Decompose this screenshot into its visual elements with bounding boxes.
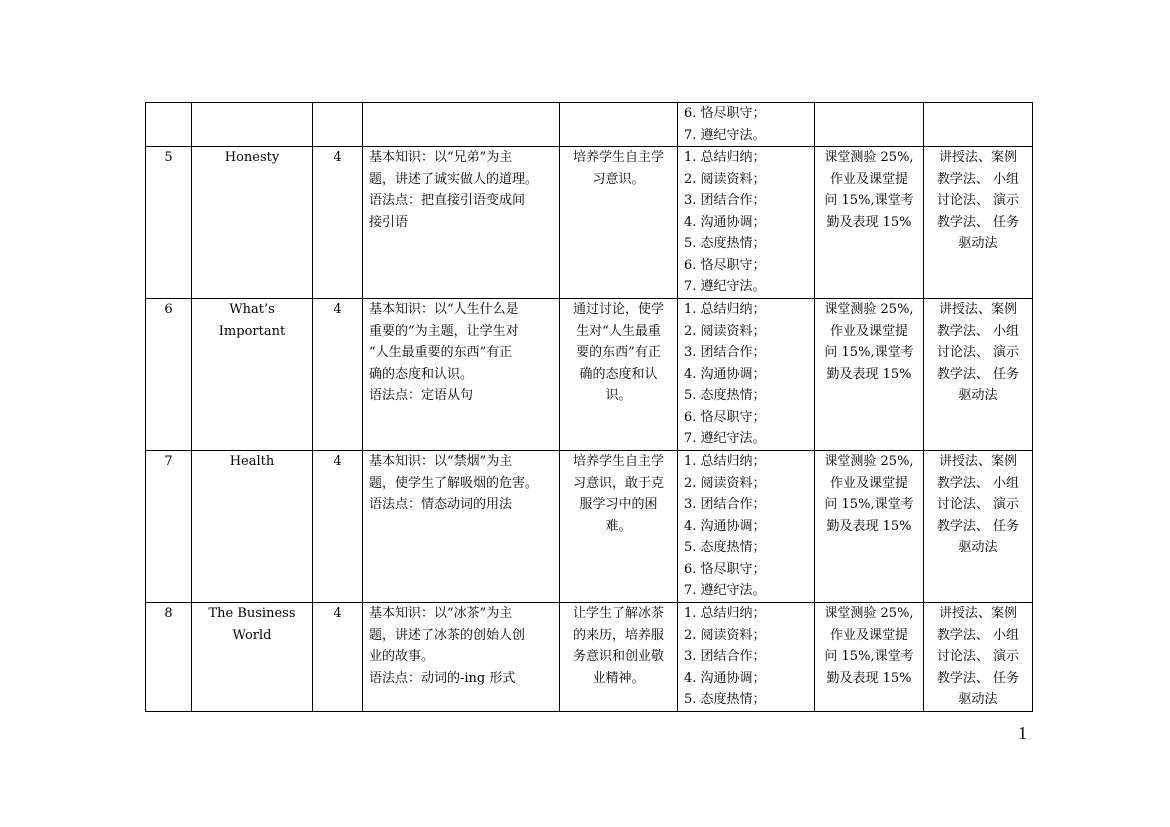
- table-row: [146, 147, 1033, 299]
- cell-text-line: 语法点：动词的-ing 形式: [369, 670, 516, 686]
- cell-text-line: 2. 阅读资料；: [684, 171, 766, 187]
- cell-text-line: 5. 态度热情；: [684, 540, 766, 555]
- cell-method: [924, 603, 1033, 712]
- table-row: [146, 299, 1033, 451]
- cell-text-line: 题，讲述了冰茶的创始人创: [369, 627, 526, 643]
- cell-text-line: 驱动法: [958, 540, 998, 555]
- cell-text-line: World: [232, 627, 272, 643]
- cell-text-line: 教学法、 小组: [936, 627, 1020, 643]
- cell-hours: [313, 603, 363, 712]
- cell-text-line: 课堂测验 25%,: [824, 454, 914, 469]
- cell-text-line: 3. 团结合作；: [684, 345, 766, 360]
- cell-number: [146, 147, 192, 299]
- cell-text-line: 难。: [605, 518, 632, 534]
- cell-text-line: 习意识，敢于克: [572, 475, 664, 491]
- cell-knowledge: [363, 603, 560, 712]
- cell-objective: [560, 103, 678, 147]
- cell-text-line: 通过讨论，使学: [572, 302, 664, 317]
- cell-text-line: 4. 沟通协调；: [684, 518, 766, 534]
- cell-text-line: 作业及课堂提: [829, 323, 908, 339]
- cell-text-line: 驱动法: [958, 236, 998, 251]
- syllabus-table: [145, 102, 1033, 712]
- cell-text-line: 7. 遵纪守法。: [684, 431, 766, 446]
- cell-text-line: 4. 沟通协调；: [684, 670, 766, 686]
- cell-text-line: 语法点：定语从句: [369, 388, 474, 403]
- cell-text: 4: [333, 454, 342, 469]
- cell-text-line: 4. 沟通协调；: [684, 214, 766, 230]
- cell-text: 7: [164, 454, 173, 469]
- cell-objective: [560, 299, 678, 451]
- cell-text-line: What’s: [229, 302, 275, 317]
- cell-text-line: 服学习中的困: [579, 497, 658, 512]
- cell-number: [146, 603, 192, 712]
- cell-text-line: Health: [229, 454, 275, 469]
- cell-text-line: 务意识和创业敬: [572, 649, 664, 664]
- cell-text-line: 2. 阅读资料；: [684, 475, 766, 491]
- cell-text-line: 2. 阅读资料；: [684, 323, 766, 339]
- cell-assessment: [815, 451, 924, 603]
- cell-text-line: 教学法、 任务: [936, 670, 1020, 686]
- cell-hours: [313, 147, 363, 299]
- cell-text-line: 勤及表现 15%: [826, 214, 912, 230]
- table-row: [146, 451, 1033, 603]
- cell-text-line: 驱动法: [958, 692, 998, 707]
- cell-text: 8: [164, 606, 173, 621]
- cell-unit: [192, 603, 313, 712]
- cell-objective: [560, 603, 678, 712]
- cell-text-line: 驱动法: [958, 388, 998, 403]
- cell-text-line: 作业及课堂提: [829, 627, 908, 643]
- cell-text: 4: [333, 302, 342, 317]
- cell-text-line: 作业及课堂提: [829, 171, 908, 187]
- cell-text-line: 作业及课堂提: [829, 475, 908, 491]
- cell-text-line: 1. 总结归纳；: [684, 150, 766, 165]
- cell-method: [924, 299, 1033, 451]
- cell-ability: [678, 451, 815, 603]
- cell-text-line: 重要的”为主题，让学生对: [369, 323, 519, 339]
- cell-text-line: 6. 恪尽职守；: [684, 409, 766, 425]
- cell-text-line: 教学法、 任务: [936, 518, 1020, 534]
- cell-text-line: 课堂测验 25%,: [824, 302, 914, 317]
- cell-text-line: 教学法、 小组: [936, 171, 1020, 187]
- cell-assessment: [815, 603, 924, 712]
- cell-assessment: [815, 103, 924, 147]
- cell-hours: [313, 299, 363, 451]
- cell-text-line: 3. 团结合作；: [684, 649, 766, 664]
- cell-text-line: 勤及表现 15%: [826, 518, 912, 534]
- cell-text-line: 1. 总结归纳；: [684, 302, 766, 317]
- cell-text-line: 问 15%,课堂考: [824, 649, 914, 664]
- cell-text-line: 7. 遵纪守法。: [684, 279, 766, 294]
- table-row: [146, 603, 1033, 712]
- cell-text-line: The Business: [208, 606, 296, 621]
- cell-number: [146, 451, 192, 603]
- table-body: [146, 103, 1033, 712]
- cell-text-line: 3. 团结合作；: [684, 193, 766, 208]
- cell-text-line: 讨论法、 演示: [936, 193, 1020, 208]
- cell-text-line: 让学生了解冰茶: [572, 606, 664, 621]
- cell-text-line: 6. 恪尽职守；: [684, 561, 766, 577]
- cell-text-line: 培养学生自主学: [572, 454, 664, 469]
- cell-text-line: 基本知识：以“禁烟”为主: [369, 454, 513, 469]
- cell-text-line: 习意识。: [592, 171, 645, 187]
- cell-text: 4: [333, 150, 342, 165]
- cell-hours: [313, 451, 363, 603]
- cell-knowledge: [363, 451, 560, 603]
- cell-text-line: 要的东西”有正: [576, 345, 661, 360]
- cell-text-line: 5. 态度热情；: [684, 388, 766, 403]
- cell-unit: [192, 451, 313, 603]
- cell-ability: [678, 603, 815, 712]
- page-number: 1: [1018, 723, 1027, 743]
- cell-text-line: 语法点：把直接引语变成间: [369, 193, 526, 208]
- cell-text-line: 课堂测验 25%,: [824, 150, 914, 165]
- cell-text-line: 基本知识：以“人生什么是: [369, 302, 519, 317]
- cell-knowledge: [363, 147, 560, 299]
- cell-text-line: 勤及表现 15%: [826, 670, 912, 686]
- cell-text-line: 课堂测验 25%,: [824, 606, 914, 621]
- cell-text-line: 1. 总结归纳；: [684, 454, 766, 469]
- cell-text-line: 讲授法、案例: [938, 454, 1017, 469]
- cell-number: [146, 299, 192, 451]
- cell-text-line: 题，讲述了诚实做人的道理。: [369, 171, 539, 187]
- cell-text-line: 勤及表现 15%: [826, 366, 912, 382]
- cell-text-line: Honesty: [224, 150, 280, 165]
- cell-knowledge: [363, 103, 560, 147]
- cell-text-line: 生对“人生最重: [576, 323, 661, 339]
- cell-text-line: 题，使学生了解吸烟的危害。: [369, 475, 539, 491]
- cell-text: 6: [164, 302, 173, 317]
- cell-unit: [192, 103, 313, 147]
- cell-text-line: 确的态度和认: [579, 366, 658, 382]
- cell-text-line: 业的故事。: [369, 649, 435, 664]
- cell-text-line: 培养学生自主学: [572, 150, 664, 165]
- cell-text-line: 3. 团结合作；: [684, 497, 766, 512]
- cell-text-line: 讨论法、 演示: [936, 345, 1020, 360]
- cell-text-line: 1. 总结归纳；: [684, 606, 766, 621]
- cell-method: [924, 451, 1033, 603]
- cell-text-line: 问 15%,课堂考: [824, 345, 914, 360]
- cell-text-line: 5. 态度热情；: [684, 236, 766, 251]
- cell-text-line: “人生最重要的东西”有正: [369, 345, 513, 360]
- cell-text-line: 教学法、 小组: [936, 323, 1020, 339]
- cell-text-line: 问 15%,课堂考: [824, 497, 914, 512]
- cell-ability: [678, 103, 815, 147]
- cell-text-line: 5. 态度热情；: [684, 692, 766, 707]
- cell-text-line: 讨论法、 演示: [936, 649, 1020, 664]
- cell-text-line: 基本知识：以“兄弟”为主: [369, 150, 513, 165]
- cell-unit: [192, 147, 313, 299]
- cell-ability: [678, 147, 815, 299]
- cell-text-line: 识。: [605, 388, 632, 403]
- table-row: [146, 103, 1033, 147]
- cell-text-line: 7. 遵纪守法。: [684, 127, 766, 143]
- cell-text-line: 讲授法、案例: [938, 150, 1017, 165]
- cell-text-line: 业精神。: [592, 670, 645, 686]
- cell-text-line: 2. 阅读资料；: [684, 627, 766, 643]
- cell-number: [146, 103, 192, 147]
- cell-text: 5: [164, 150, 173, 165]
- cell-ability: [678, 299, 815, 451]
- cell-text-line: 4. 沟通协调；: [684, 366, 766, 382]
- cell-text-line: 讲授法、案例: [938, 606, 1017, 621]
- cell-text-line: 确的态度和认识。: [369, 366, 474, 382]
- cell-text: 4: [333, 606, 342, 621]
- cell-hours: [313, 103, 363, 147]
- cell-unit: [192, 299, 313, 451]
- cell-assessment: [815, 147, 924, 299]
- cell-text-line: 教学法、 任务: [936, 214, 1020, 230]
- cell-method: [924, 147, 1033, 299]
- cell-text-line: 7. 遵纪守法。: [684, 583, 766, 598]
- cell-text-line: 教学法、 小组: [936, 475, 1020, 491]
- cell-assessment: [815, 299, 924, 451]
- cell-text-line: 讲授法、案例: [938, 302, 1017, 317]
- cell-text-line: 的来历，培养服: [572, 627, 664, 643]
- cell-text-line: 6. 恪尽职守；: [684, 257, 766, 273]
- cell-text-line: 6. 恪尽职守；: [684, 106, 766, 121]
- cell-text-line: 教学法、 任务: [936, 366, 1020, 382]
- cell-text-line: 接引语: [369, 214, 409, 230]
- cell-method: [924, 103, 1033, 147]
- cell-text-line: 讨论法、 演示: [936, 497, 1020, 512]
- cell-objective: [560, 451, 678, 603]
- cell-text-line: 语法点：情态动词的用法: [369, 497, 513, 512]
- cell-text-line: 基本知识：以“冰茶”为主: [369, 606, 513, 621]
- cell-text-line: 问 15%,课堂考: [824, 193, 914, 208]
- cell-objective: [560, 147, 678, 299]
- cell-knowledge: [363, 299, 560, 451]
- cell-text-line: Important: [218, 323, 286, 339]
